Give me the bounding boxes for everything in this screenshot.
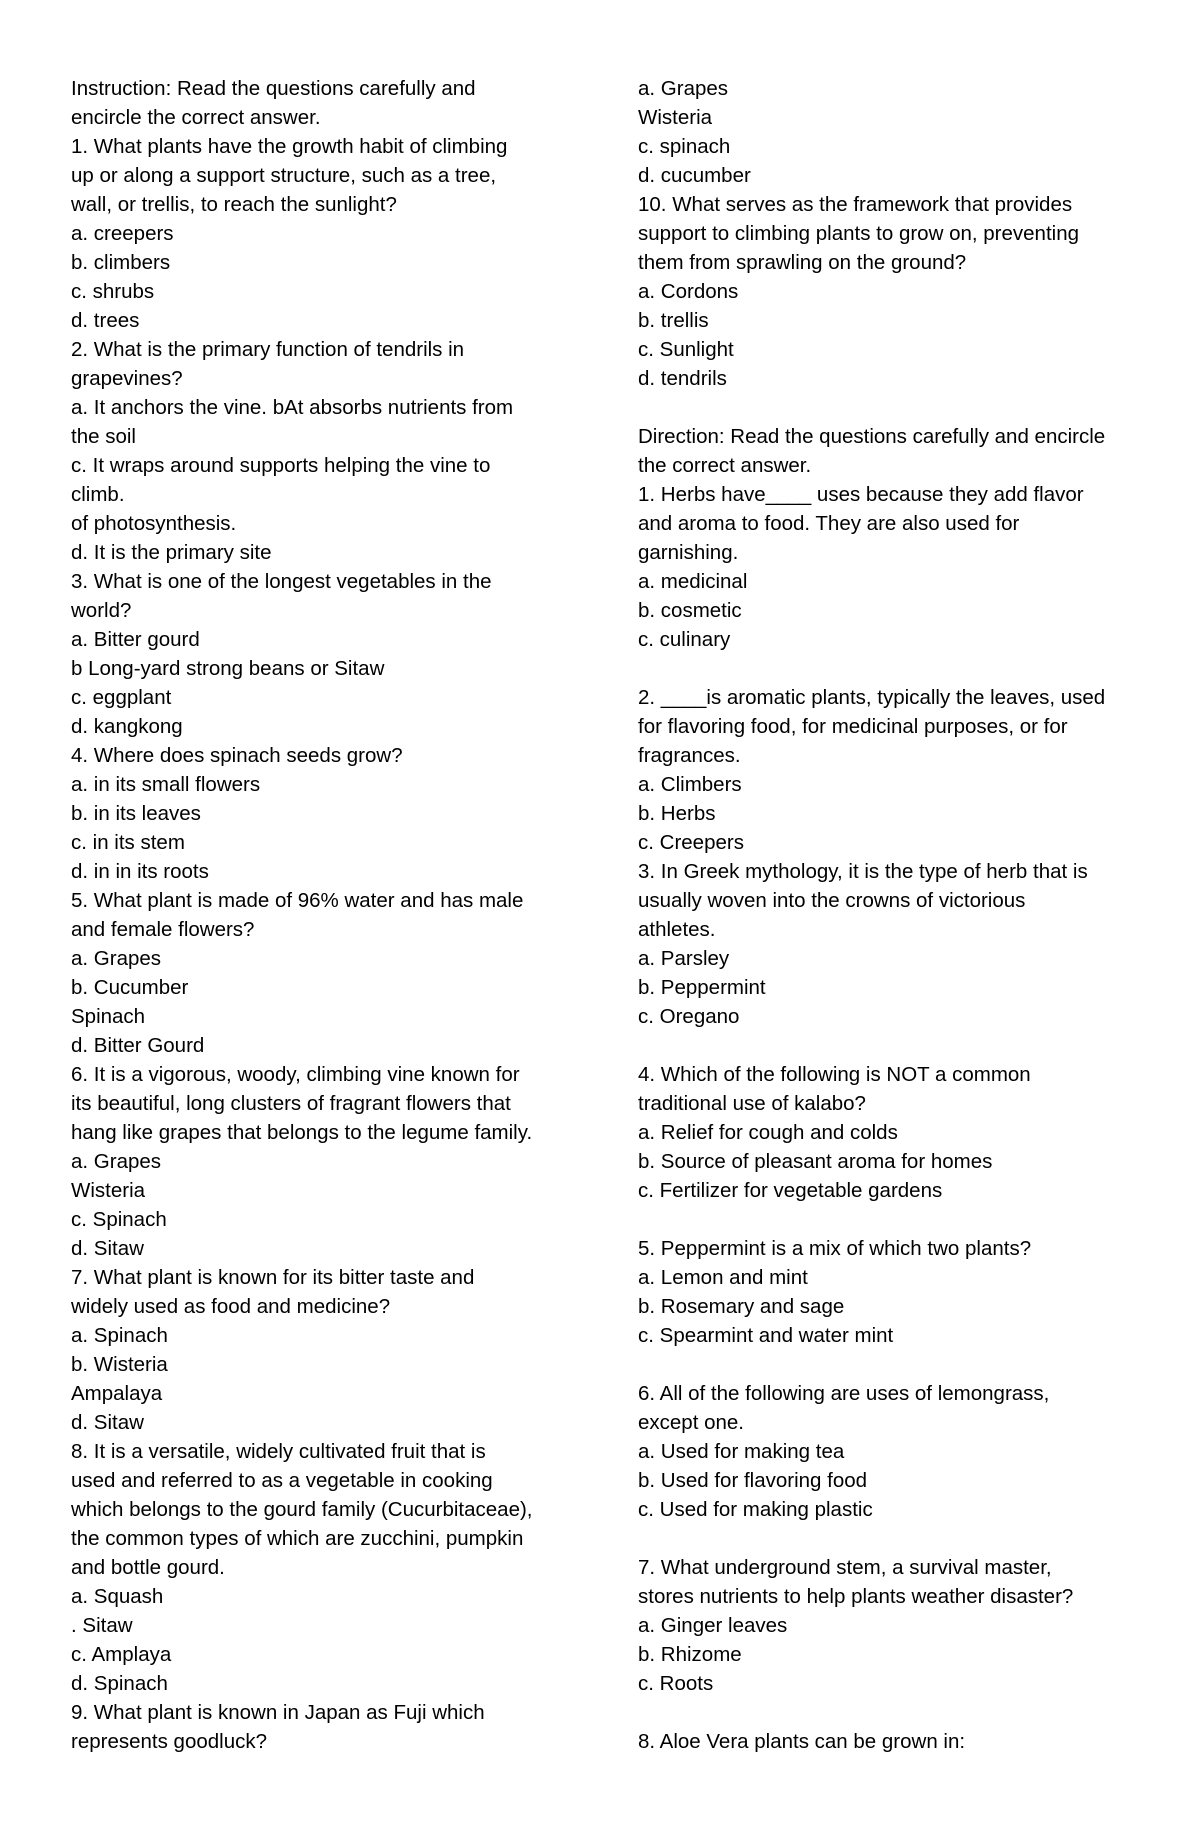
left-text-line: 4. Where does spinach seeds grow? [71,744,403,767]
left-text-line: a. It anchors the vine. bAt absorbs nutrients from [71,396,514,419]
left-text-line: . Sitaw [71,1614,133,1637]
left-text-line: widely used as food and medicine? [71,1295,391,1318]
left-text-line: b Long-yard strong beans or Sitaw [71,657,385,680]
right-text-line: a. Climbers [638,773,742,796]
right-text-line: c. Roots [638,1672,714,1695]
right-text-line: d. cucumber [638,164,751,187]
right-blank-line [638,1031,1148,1060]
left-text-line: c. eggplant [71,686,172,709]
right-text-line: b. Source of pleasant aroma for homes [638,1150,993,1173]
left-text-line: encircle the correct answer. [71,106,321,129]
right-text-line: garnishing. [638,541,739,564]
right-blank-line [638,1205,1148,1234]
left-text-line: d. Bitter Gourd [71,1034,205,1057]
left-text-line: 6. It is a vigorous, woody, climbing vine known for [71,1063,520,1086]
left-text-line: the common types of which are zucchini, pumpkin [71,1527,524,1550]
left-text-line: the soil [71,425,136,448]
right-text-line: a. Parsley [638,947,730,970]
right-text-line: them from sprawling on the ground? [638,251,967,274]
left-text-line: 1. What plants have the growth habit of climbing [71,135,508,158]
right-text-line: a. Used for making tea [638,1440,845,1463]
right-text-line: c. culinary [638,628,731,651]
left-text-line: 5. What plant is made of 96% water and has male [71,889,524,912]
left-text-line: used and referred to as a vegetable in cooking [71,1469,493,1492]
left-text-line: c. shrubs [71,280,155,303]
left-text-line: 9. What plant is known in Japan as Fuji which [71,1701,485,1724]
right-text-line: c. Used for making plastic [638,1498,873,1521]
left-text-line: 7. What plant is known for its bitter taste and [71,1266,475,1289]
left-text-line: climb. [71,483,125,506]
right-text-line: 4. Which of the following is NOT a common [638,1063,1031,1086]
left-text-line: represents goodluck? [71,1730,268,1753]
right-text-line: traditional use of kalabo? [638,1092,866,1115]
right-text-line: 1. Herbs have____ uses because they add flavor [638,483,1084,506]
left-text-line: a. Bitter gourd [71,628,200,651]
right-blank-line [638,1350,1148,1379]
right-text-line: b. Herbs [638,802,716,825]
left-text-line: and bottle gourd. [71,1556,225,1579]
right-text-line: c. Creepers [638,831,744,854]
left-text-line: b. Cucumber [71,976,189,999]
left-text-line: a. Squash [71,1585,164,1608]
right-text-line: d. tendrils [638,367,727,390]
right-text-line: fragrances. [638,744,741,767]
right-text-line: 6. All of the following are uses of lemongrass, [638,1382,1050,1405]
right-text-line: b. Rosemary and sage [638,1295,845,1318]
left-text-line: b. climbers [71,251,171,274]
right-text-line: 5. Peppermint is a mix of which two plants? [638,1237,1032,1260]
left-text-line: d. It is the primary site [71,541,272,564]
left-text-line: c. in its stem [71,831,185,854]
left-text-line: wall, or trellis, to reach the sunlight? [71,193,397,216]
right-text-line: b. Peppermint [638,976,766,999]
right-text-line: Direction: Read the questions carefully and encircle [638,425,1106,448]
right-text-line: 7. What underground stem, a survival master, [638,1556,1052,1579]
right-text-line: athletes. [638,918,716,941]
right-text-line: a. Lemon and mint [638,1266,808,1289]
left-text-line: a. Spinach [71,1324,168,1347]
left-text-line: d. in in its roots [71,860,209,883]
right-text-line: support to climbing plants to grow on, preventing [638,222,1080,245]
left-text-line: Instruction: Read the questions carefully and [71,77,476,100]
left-text-line: c. It wraps around supports helping the vine to [71,454,491,477]
right-text-line: a. Cordons [638,280,739,303]
left-text-line: 3. What is one of the longest vegetables in the [71,570,492,593]
right-text-line: b. Used for flavoring food [638,1469,868,1492]
right-text-line: 2. ____is aromatic plants, typically the leaves, used [638,686,1106,709]
right-text-line: c. spinach [638,135,731,158]
right-text-line: Wisteria [638,106,713,129]
right-blank-line [638,393,1148,422]
left-text-line: 2. What is the primary function of tendrils in [71,338,465,361]
right-text-line: except one. [638,1411,744,1434]
left-text-line: hang like grapes that belongs to the legume family. [71,1121,533,1144]
right-text-line: c. Fertilizer for vegetable gardens [638,1179,943,1202]
left-text-line: d. kangkong [71,715,183,738]
left-text-line: world? [71,599,132,622]
right-text-column [638,74,1148,1756]
right-text-line: a. Ginger leaves [638,1614,788,1637]
right-text-line: and aroma to food. They are also used for [638,512,1020,535]
left-text-line: grapevines? [71,367,183,390]
right-text-line: usually woven into the crowns of victorious [638,889,1026,912]
left-text-line: c. Spinach [71,1208,167,1231]
left-text-line: d. Sitaw [71,1237,144,1260]
right-text-line: b. trellis [638,309,709,332]
left-text-line: a. in its small flowers [71,773,261,796]
left-text-line: d. Sitaw [71,1411,144,1434]
right-text-line: c. Sunlight [638,338,734,361]
right-text-line: the correct answer. [638,454,812,477]
left-text-line: which belongs to the gourd family (Cucurbitaceae), [71,1498,533,1521]
left-text-line: b. Wisteria [71,1353,168,1376]
right-blank-line [638,654,1148,683]
left-text-line: Wisteria [71,1179,146,1202]
left-text-line: up or along a support structure, such as a tree, [71,164,497,187]
right-text-line: a. medicinal [638,570,748,593]
right-text-line: a. Grapes [638,77,729,100]
left-text-line: of photosynthesis. [71,512,237,535]
left-text-line: Spinach [71,1005,146,1028]
right-text-line: 10. What serves as the framework that provides [638,193,1073,216]
left-text-column [71,74,591,1756]
right-text-line: stores nutrients to help plants weather disaster? [638,1585,1074,1608]
left-text-line: d. trees [71,309,140,332]
left-text-line: c. Amplaya [71,1643,172,1666]
right-text-line: c. Spearmint and water mint [638,1324,894,1347]
right-text-line: c. Oregano [638,1005,740,1028]
left-text-line: d. Spinach [71,1672,168,1695]
right-blank-line [638,1698,1148,1727]
left-text-line: Ampalaya [71,1382,163,1405]
left-text-line: its beautiful, long clusters of fragrant flowers that [71,1092,511,1115]
right-text-line: a. Relief for cough and colds [638,1121,898,1144]
left-text-line: b. in its leaves [71,802,201,825]
right-text-line: for flavoring food, for medicinal purposes, or for [638,715,1068,738]
right-text-line: b. cosmetic [638,599,742,622]
right-text-line: 8. Aloe Vera plants can be grown in: [638,1730,966,1753]
right-text-line: 3. In Greek mythology, it is the type of herb that is [638,860,1088,883]
right-text-line: b. Rhizome [638,1643,742,1666]
left-text-line: a. Grapes [71,1150,162,1173]
left-text-line: and female flowers? [71,918,255,941]
left-text-line: a. creepers [71,222,174,245]
right-blank-line [638,1524,1148,1553]
left-text-line: 8. It is a versatile, widely cultivated fruit that is [71,1440,486,1463]
left-text-line: a. Grapes [71,947,162,970]
